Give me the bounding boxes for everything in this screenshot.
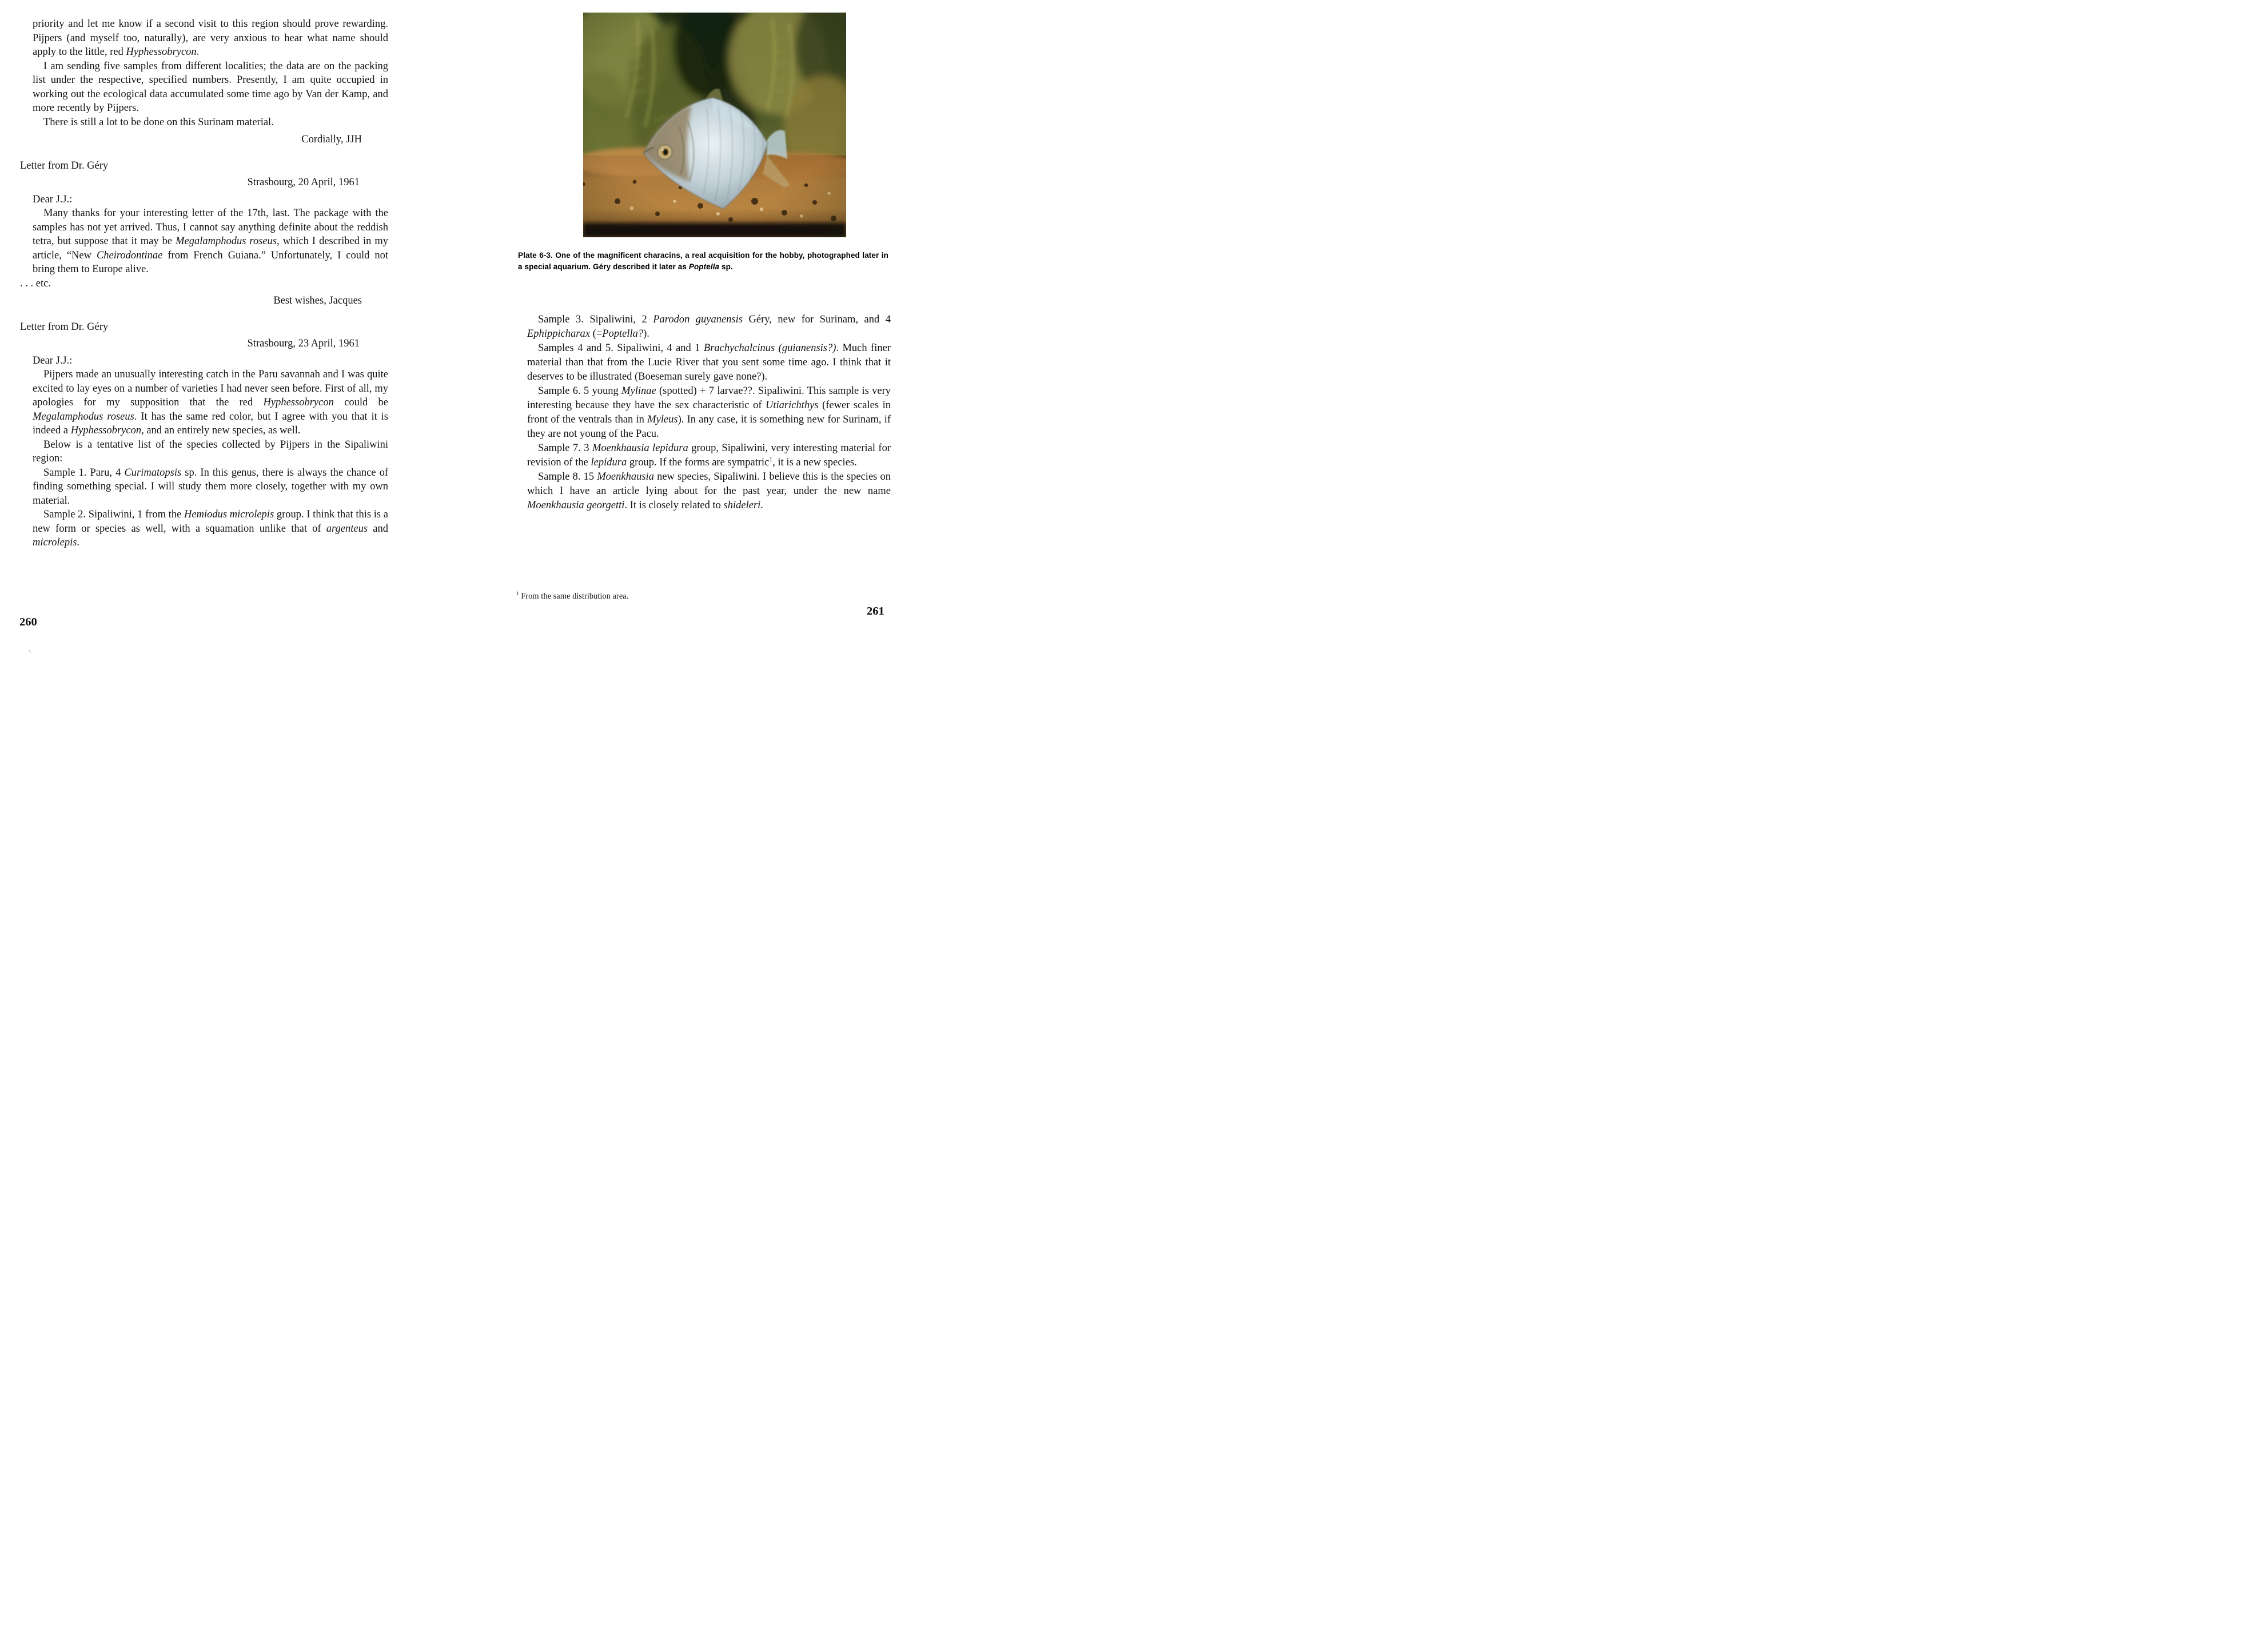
page-number-left: 260: [19, 616, 37, 628]
paragraph-body: Many thanks for your interesting letter of the 17th, last. The package with the samples has not yet arrived. Thus, I cannot say anything definite about the reddish tetra, but suppose that it may be Megalamphodus roseus, which I described in my article, “New Cheirodontinae from French Guiana.” Unfortunately, I could not bring them to Europe alive.: [33, 208, 388, 275]
paragraph-body: Samples 4 and 5. Sipaliwini, 4 and 1 Brachychalcinus (guianensis?). Much finer material than that from the Lucie River that you sent some time ago. I think that it deserves to be illustrated (Boeseman surely gave none?).: [527, 342, 891, 382]
page-number-right: 261: [867, 605, 884, 617]
photo-vignette: [583, 13, 846, 237]
footnote: $^1$ From the same distribution area.: [516, 591, 629, 601]
paragraph-body: Sample 2. Sipaliwini, 1 from the Hemiodus microlepis group. I think that this is a new form or species as well, with a squamation unlike that of argenteus and microlepis.: [33, 509, 388, 548]
scan-speck: ’·: [29, 650, 32, 656]
right-text-column: [527, 313, 891, 513]
paragraph-body: Sample 3. Sipaliwini, 2 Parodon guyanensis Géry, new for Surinam, and 4 Ephippicharax (=Poptella?).: [527, 314, 891, 340]
paragraph-signature: Best wishes, Jacques: [273, 295, 362, 306]
paragraph-salutation: Dear J.J.:: [33, 354, 73, 366]
plate-caption: Plate 6-3. One of the magnificent characins, a real acquisition for the hobby, photographed later in a special aquarium. Géry described it later as Poptella sp.: [518, 251, 888, 271]
paragraph-body: There is still a lot to be done on this Surinam material.: [43, 116, 274, 128]
paragraph-body: Sample 1. Paru, 4 Curimatopsis sp. In this genus, there is always the chance of finding something special. I will study them more closely, together with my own material.: [33, 467, 388, 507]
book-spread: [0, 0, 907, 659]
paragraph-salutation: Dear J.J.:: [33, 193, 73, 205]
paragraph-body: priority and let me know if a second visit to this region should prove rewarding. Pijpers (and myself too, naturally), are very anxious to hear what name should apply to the little, red Hyphessobrycon.: [33, 18, 388, 58]
fish-photo-graphic: [583, 13, 846, 237]
paragraph-body: Sample 8. 15 Moenkhausia new species, Sipaliwini. I believe this is the species on which I have an article lying about for the past year, under the new name Moenkhausia georgetti. It is closely related to shideleri.: [527, 471, 891, 511]
paragraph-body: Below is a tentative list of the species collected by Pijpers in the Sipaliwini region:: [33, 439, 388, 464]
aquarium-photo: [583, 13, 846, 237]
paragraph-signature: Cordially, JJH: [301, 134, 362, 145]
left-text-column: [20, 17, 388, 550]
paragraph-dateline: Strasbourg, 23 April, 1961: [247, 338, 360, 349]
paragraph-etc: . . . etc.: [20, 277, 51, 289]
paragraph-heading: Letter from Dr. Géry: [20, 321, 109, 333]
paragraph-body: Pijpers made an unusually interesting catch in the Paru savannah and I was quite excited to lay eyes on a number of varieties I had never seen before. First of all, my apologies for my supposition that the red Hyphessobrycon could be Megalamphodus roseus. It has the same red color, but I agree with you that it is indeed a Hyphessobrycon, and an entirely new species, as well.: [33, 369, 388, 436]
paragraph-body: I am sending five samples from different localities; the data are on the packing list under the respective, specified numbers. Presently, I am quite occupied in working out the ecological data accumulated some time ago by Van der Kamp, and more recently by Pijpers.: [33, 60, 388, 114]
paragraph-body: Sample 6. 5 young Mylinae (spotted) + 7 larvae??. Sipaliwini. This sample is very interesting because they have the sex characteristic of Utiarichthys (fewer scales in front of the ventrals than in Myleus). In any case, it is something new for Surinam, if they are not young of the Pacu.: [527, 385, 891, 440]
paragraph-dateline: Strasbourg, 20 April, 1961: [247, 177, 360, 188]
paragraph-body: Sample 7. 3 Moenkhausia lepidura group, Sipaliwini, very interesting material for revision of the lepidura group. If the forms are sympatric$^1$, it is a new species.: [527, 443, 891, 468]
paragraph-heading: Letter from Dr. Géry: [20, 160, 109, 172]
